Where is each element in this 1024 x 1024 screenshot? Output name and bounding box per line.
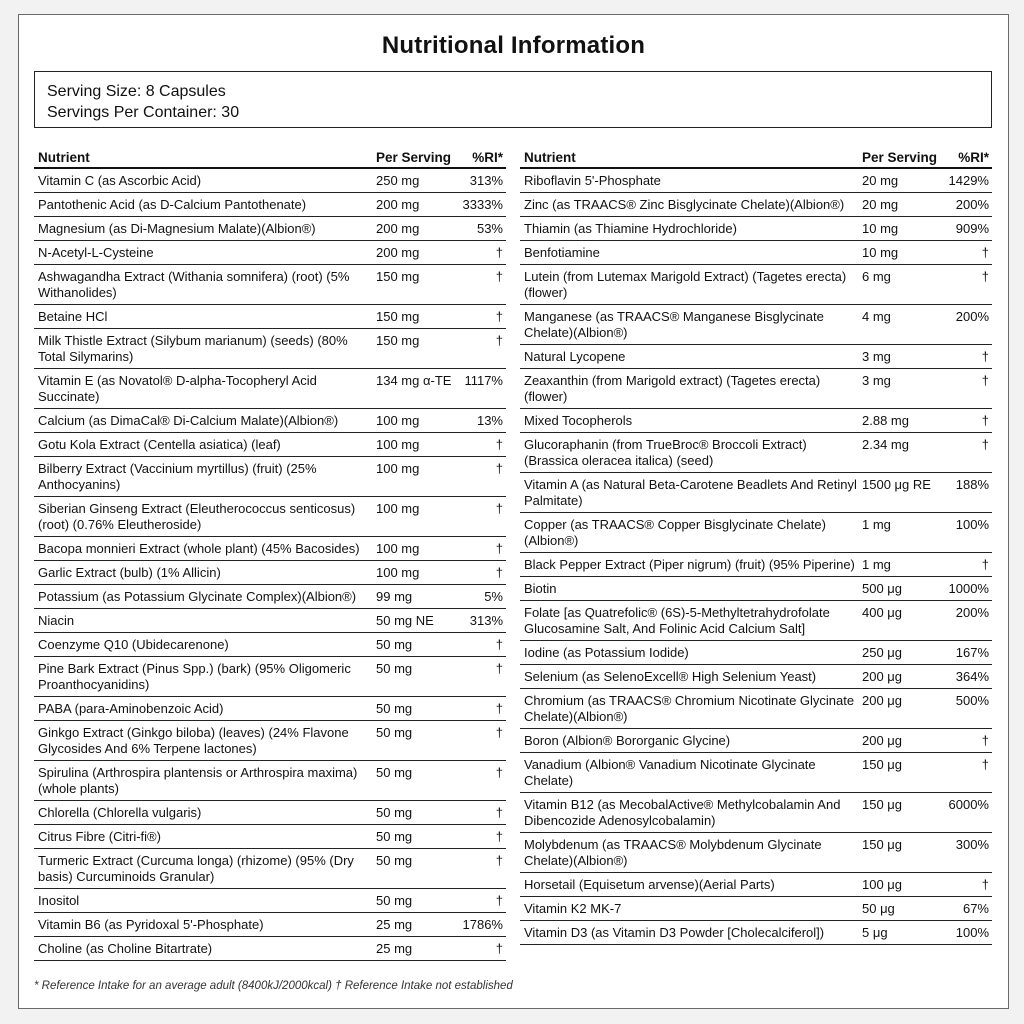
serving-size: Serving Size: 8 Capsules	[47, 83, 226, 100]
nutrient-ri: 188%	[955, 477, 989, 492]
nutrient-amount: 50 mg	[376, 805, 413, 820]
nutrient-ri: 3333%	[462, 197, 503, 212]
nutrient-amount: 150 μg	[862, 837, 903, 852]
table-row	[520, 753, 992, 793]
nutrient-ri: 67%	[962, 901, 989, 916]
nutrient-ri: †	[495, 701, 503, 716]
nutrient-ri: 1429%	[948, 173, 989, 188]
nutrient-name: Garlic Extract (bulb) (1% Allicin)	[38, 565, 221, 580]
servings-per-container: Servings Per Container: 30	[47, 104, 240, 121]
nutrient-amount: 50 mg	[376, 637, 413, 652]
table-row	[34, 889, 506, 913]
table-row	[34, 561, 506, 585]
table-row	[520, 665, 992, 689]
table-row	[34, 657, 506, 697]
table-row	[520, 921, 992, 945]
table-row	[34, 825, 506, 849]
header-per-serving: Per Serving	[376, 150, 452, 165]
nutrient-name: Vitamin B12 (as MecobalActive® Methylcobalamin And Dibencozide Adenosylcobalamin)	[524, 797, 841, 828]
nutrient-amount: 50 mg	[376, 701, 413, 716]
nutrient-ri: †	[495, 461, 503, 476]
nutrient-name: Iodine (as Potassium Iodide)	[524, 645, 689, 660]
nutrient-amount: 3 mg	[862, 373, 891, 388]
nutrient-amount: 20 mg	[862, 173, 899, 188]
nutrient-ri: †	[495, 941, 503, 956]
nutrient-name: Ashwagandha Extract (Withania somnifera) (root) (5% Withanolides)	[38, 269, 350, 300]
table-row	[520, 409, 992, 433]
nutrient-ri: 200%	[955, 605, 989, 620]
header-nutrient: Nutrient	[524, 150, 576, 165]
nutrient-name: Biotin	[524, 581, 557, 596]
table-body	[34, 169, 506, 961]
nutrient-ri: 300%	[955, 837, 989, 852]
nutrient-ri: 5%	[484, 589, 503, 604]
nutrient-amount: 500 μg	[862, 581, 903, 596]
nutrient-amount: 150 μg	[862, 757, 903, 772]
nutrient-amount: 50 mg	[376, 725, 413, 740]
table-row	[34, 457, 506, 497]
table-body	[520, 169, 992, 945]
table-row	[34, 217, 506, 241]
nutrient-amount: 100 mg	[376, 413, 420, 428]
nutrient-ri: 313%	[469, 173, 503, 188]
nutrient-ri: †	[495, 333, 503, 348]
table-row	[34, 409, 506, 433]
nutrient-ri: 313%	[469, 613, 503, 628]
table-row	[34, 697, 506, 721]
nutrient-ri: †	[495, 893, 503, 908]
nutrient-amount: 50 mg NE	[376, 613, 434, 628]
nutrient-name: Milk Thistle Extract (Silybum marianum) (seeds) (80% Total Silymarins)	[38, 333, 348, 364]
nutrient-ri: †	[981, 877, 989, 892]
nutrient-name: Coenzyme Q10 (Ubidecarenone)	[38, 637, 229, 652]
nutrient-amount: 100 μg	[862, 877, 903, 892]
table-row	[520, 265, 992, 305]
nutrient-name: Citrus Fibre (Citri-fi®)	[38, 829, 161, 844]
nutrient-amount: 100 mg	[376, 541, 420, 556]
nutrient-name: Inositol	[38, 893, 80, 908]
table-row	[520, 169, 992, 193]
table-row	[34, 241, 506, 265]
nutrient-ri: †	[495, 805, 503, 820]
nutrient-amount: 50 μg	[862, 901, 895, 916]
table-row	[520, 345, 992, 369]
nutrient-name: Magnesium (as Di-Magnesium Malate)(Albion®)	[38, 221, 316, 236]
nutrient-amount: 50 mg	[376, 765, 413, 780]
table-row	[520, 305, 992, 345]
nutrient-name: Siberian Ginseng Extract (Eleutherococcus senticosus) (root) (0.76% Eleutheroside)	[38, 501, 356, 532]
nutrient-name: PABA (para-Aminobenzoic Acid)	[38, 701, 224, 716]
table-row	[34, 169, 506, 193]
nutrient-name: Copper (as TRAACS® Copper Bisglycinate Chelate) (Albion®)	[524, 517, 826, 548]
nutrient-name: Natural Lycopene	[524, 349, 626, 364]
table-row	[520, 241, 992, 265]
table-row	[34, 913, 506, 937]
nutrient-amount: 1500 μg RE	[862, 477, 931, 492]
table-row	[520, 793, 992, 833]
nutrition-card	[18, 14, 1009, 1009]
nutrient-name: Riboflavin 5'-Phosphate	[524, 173, 661, 188]
nutrient-name: Calcium (as DimaCal® Di-Calcium Malate)(Albion®)	[38, 413, 339, 428]
nutrient-name: Spirulina (Arthrospira plantensis or Arthrospira maxima) (whole plants)	[38, 765, 358, 796]
header-ri: %RI*	[472, 150, 503, 165]
nutrient-name: Turmeric Extract (Curcuma longa) (rhizome) (95% (Dry basis) Curcuminoids Granular)	[38, 853, 354, 884]
nutrient-amount: 200 mg	[376, 245, 420, 260]
nutrient-ri: †	[495, 541, 503, 556]
table-row	[520, 601, 992, 641]
nutrient-ri: †	[495, 269, 503, 284]
table-row	[520, 833, 992, 873]
nutrient-ri: 1000%	[948, 581, 989, 596]
nutrient-ri: †	[981, 437, 989, 452]
nutrient-name: Horsetail (Equisetum arvense)(Aerial Parts)	[524, 877, 775, 892]
table-row	[34, 305, 506, 329]
nutrient-name: Benfotiamine	[524, 245, 600, 260]
nutrient-ri: 200%	[955, 309, 989, 324]
nutrient-ri: 100%	[955, 517, 989, 532]
nutrient-name: Manganese (as TRAACS® Manganese Bisglycinate Chelate)(Albion®)	[524, 309, 824, 340]
table-row	[34, 265, 506, 305]
table-row	[34, 849, 506, 889]
nutrient-name: Bilberry Extract (Vaccinium myrtillus) (fruit) (25% Anthocyanins)	[38, 461, 317, 492]
nutrient-ri: 500%	[955, 693, 989, 708]
nutrient-ri: †	[495, 853, 503, 868]
nutrient-name: Potassium (as Potassium Glycinate Complex)(Albion®)	[38, 589, 357, 604]
nutrient-ri: †	[981, 413, 989, 428]
nutrient-amount: 100 mg	[376, 501, 420, 516]
nutrient-name: Gotu Kola Extract (Centella asiatica) (leaf)	[38, 437, 281, 452]
nutrient-name: Vitamin B6 (as Pyridoxal 5'-Phosphate)	[38, 917, 264, 932]
nutrient-name: Chlorella (Chlorella vulgaris)	[38, 805, 202, 820]
serving-box	[34, 71, 992, 128]
nutrient-amount: 400 μg	[862, 605, 903, 620]
nutrient-ri: †	[981, 349, 989, 364]
nutrient-name: Vitamin K2 MK-7	[524, 901, 622, 916]
nutrient-ri: 909%	[955, 221, 989, 236]
nutrient-amount: 150 mg	[376, 333, 420, 348]
nutrient-name: Mixed Tocopherols	[524, 413, 633, 428]
table-row	[520, 897, 992, 921]
nutrient-ri: †	[495, 661, 503, 676]
nutrient-name: Selenium (as SelenoExcell® High Selenium Yeast)	[524, 669, 817, 684]
nutrient-amount: 250 μg	[862, 645, 903, 660]
nutrient-name: Pine Bark Extract (Pinus Spp.) (bark) (95% Oligomeric Proanthocyanidins)	[38, 661, 351, 692]
nutrient-name: Vitamin A (as Natural Beta-Carotene Beadlets And Retinyl Palmitate)	[524, 477, 857, 508]
nutrient-name: Black Pepper Extract (Piper nigrum) (fruit) (95% Piperine)	[524, 557, 855, 572]
header-per-serving: Per Serving	[862, 150, 938, 165]
nutrient-amount: 10 mg	[862, 221, 899, 236]
table-row	[520, 577, 992, 601]
nutrient-name: Lutein (from Lutemax Marigold Extract) (Tagetes erecta) (flower)	[524, 269, 847, 300]
table-row	[520, 369, 992, 409]
nutrient-ri: †	[981, 557, 989, 572]
nutrient-amount: 2.88 mg	[862, 413, 909, 428]
nutrient-ri: †	[495, 501, 503, 516]
nutrient-amount: 200 μg	[862, 693, 903, 708]
nutrient-ri: 364%	[955, 669, 989, 684]
nutrient-amount: 250 mg	[376, 173, 420, 188]
nutrient-ri: 167%	[955, 645, 989, 660]
nutrient-name: Chromium (as TRAACS® Chromium Nicotinate Glycinate Chelate)(Albion®)	[524, 693, 855, 724]
table-row	[34, 937, 506, 961]
nutrient-amount: 25 mg	[376, 941, 413, 956]
nutrient-name: Vanadium (Albion® Vanadium Nicotinate Glycinate Chelate)	[524, 757, 816, 788]
nutrient-ri: †	[981, 373, 989, 388]
nutrient-ri: 13%	[476, 413, 503, 428]
nutrient-name: Niacin	[38, 613, 75, 628]
nutrient-name: Zinc (as TRAACS® Zinc Bisglycinate Chelate)(Albion®)	[524, 197, 845, 212]
table-row	[34, 193, 506, 217]
nutrient-amount: 10 mg	[862, 245, 899, 260]
table-row	[34, 537, 506, 561]
nutrient-amount: 1 mg	[862, 517, 891, 532]
nutrient-amount: 134 mg α-TE	[376, 373, 452, 388]
table-row	[520, 513, 992, 553]
nutrient-amount: 4 mg	[862, 309, 891, 324]
nutrient-amount: 5 μg	[862, 925, 888, 940]
nutrient-ri: †	[495, 565, 503, 580]
nutrient-amount: 150 μg	[862, 797, 903, 812]
nutrient-name: Boron (Albion® Bororganic Glycine)	[524, 733, 731, 748]
nutrient-amount: 200 μg	[862, 733, 903, 748]
nutrient-name: Zeaxanthin (from Marigold extract) (Tagetes erecta) (flower)	[524, 373, 821, 404]
nutrient-ri: 100%	[955, 925, 989, 940]
nutrient-amount: 25 mg	[376, 917, 413, 932]
nutrient-ri: †	[495, 309, 503, 324]
nutrient-amount: 100 mg	[376, 565, 420, 580]
nutrient-amount: 50 mg	[376, 661, 413, 676]
nutrient-amount: 50 mg	[376, 829, 413, 844]
nutrient-name: Choline (as Choline Bitartrate)	[38, 941, 213, 956]
footnote: * Reference Intake for an average adult (8400kJ/2000kcal) † Reference Intake not established	[34, 980, 513, 992]
nutrient-amount: 1 mg	[862, 557, 891, 572]
nutrient-amount: 200 mg	[376, 197, 420, 212]
page-title: Nutritional Information	[381, 32, 646, 59]
table-row	[520, 873, 992, 897]
nutrient-name: Vitamin E (as Novatol® D-alpha-Tocopheryl Acid Succinate)	[38, 373, 317, 404]
nutrient-amount: 2.34 mg	[862, 437, 909, 452]
nutrient-ri: †	[981, 757, 989, 772]
table-row	[34, 497, 506, 537]
table-row	[34, 433, 506, 457]
nutrient-name: Glucoraphanin (from TrueBroc® Broccoli Extract) (Brassica oleracea italica) (seed)	[524, 437, 807, 468]
nutrient-ri: 200%	[955, 197, 989, 212]
table-row	[34, 801, 506, 825]
nutrient-amount: 200 mg	[376, 221, 420, 236]
nutrient-ri: †	[495, 725, 503, 740]
header-ri: %RI*	[958, 150, 989, 165]
nutrient-amount: 200 μg	[862, 669, 903, 684]
nutrient-name: Ginkgo Extract (Ginkgo biloba) (leaves) (24% Flavone Glycosides And 6% Terpene lactones)	[38, 725, 349, 756]
nutrient-name: N-Acetyl-L-Cysteine	[38, 245, 154, 260]
nutrient-amount: 20 mg	[862, 197, 899, 212]
nutrient-name: Folate [as Quatrefolic® (6S)-5-Methyltetrahydrofolate Glucosamine Salt, And Folinic Acid Calcium Salt]	[524, 605, 830, 636]
nutrient-table-left	[34, 143, 506, 961]
table-row	[520, 553, 992, 577]
table-row	[520, 641, 992, 665]
nutrient-ri: 1786%	[462, 917, 503, 932]
nutrient-amount: 150 mg	[376, 269, 420, 284]
table-row	[520, 433, 992, 473]
nutrient-ri: †	[981, 245, 989, 260]
table-row	[520, 473, 992, 513]
table-row	[520, 193, 992, 217]
nutrient-amount: 50 mg	[376, 893, 413, 908]
nutrient-amount: 50 mg	[376, 853, 413, 868]
nutrient-ri: 6000%	[948, 797, 989, 812]
nutrient-ri: †	[495, 829, 503, 844]
nutrient-ri: †	[495, 765, 503, 780]
nutrient-name: Molybdenum (as TRAACS® Molybdenum Glycinate Chelate)(Albion®)	[524, 837, 822, 868]
table-row	[34, 585, 506, 609]
table-row	[520, 217, 992, 241]
nutrient-amount: 100 mg	[376, 461, 420, 476]
table-row	[520, 689, 992, 729]
nutrient-name: Thiamin (as Thiamine Hydrochloride)	[524, 221, 737, 236]
nutrient-amount: 100 mg	[376, 437, 420, 452]
nutrient-name: Vitamin C (as Ascorbic Acid)	[38, 173, 202, 188]
nutrient-ri: †	[981, 269, 989, 284]
nutrient-ri: †	[495, 437, 503, 452]
table-row	[34, 329, 506, 369]
table-row	[34, 761, 506, 801]
header-nutrient: Nutrient	[38, 150, 90, 165]
nutrient-ri: †	[495, 245, 503, 260]
nutrient-amount: 6 mg	[862, 269, 891, 284]
nutrient-table-right	[520, 143, 992, 945]
table-header	[520, 143, 992, 169]
table-header	[34, 143, 506, 169]
table-row	[520, 729, 992, 753]
nutrient-ri: 1117%	[464, 373, 503, 388]
nutrient-ri: 53%	[476, 221, 503, 236]
nutrient-name: Betaine HCl	[38, 309, 108, 324]
table-row	[34, 609, 506, 633]
nutrient-ri: †	[981, 733, 989, 748]
nutrient-ri: †	[495, 637, 503, 652]
nutrient-amount: 3 mg	[862, 349, 891, 364]
nutrient-name: Vitamin D3 (as Vitamin D3 Powder [Cholecalciferol])	[524, 925, 825, 940]
nutrient-name: Bacopa monnieri Extract (whole plant) (45% Bacosides)	[38, 541, 360, 556]
table-row	[34, 369, 506, 409]
nutrient-amount: 99 mg	[376, 589, 413, 604]
table-row	[34, 721, 506, 761]
table-row	[34, 633, 506, 657]
nutrient-amount: 150 mg	[376, 309, 420, 324]
nutrient-name: Pantothenic Acid (as D-Calcium Pantothenate)	[38, 197, 307, 212]
